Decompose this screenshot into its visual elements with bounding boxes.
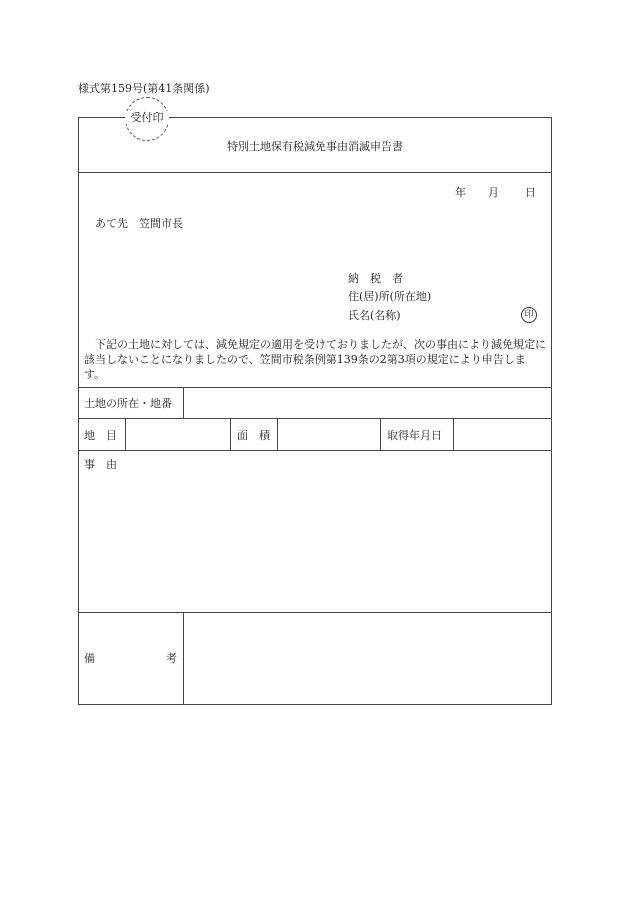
addressee: あて先 笠間市長 (95, 217, 183, 230)
remarks-label-first: 備 (84, 652, 95, 665)
land-area-label: 面 積 (237, 429, 270, 442)
area-left-divider (230, 418, 231, 451)
taxpayer-heading: 納 税 者 (348, 272, 403, 285)
reception-stamp-label: 受付印 (125, 111, 169, 124)
remarks-label-last: 考 (166, 652, 177, 665)
location-row-separator (78, 418, 552, 419)
date-year-label: 年 (455, 186, 466, 199)
acquired-right-divider (453, 418, 454, 451)
date-day-label: 日 (525, 186, 536, 199)
title-separator (78, 172, 552, 173)
land-location-label: 土地の所在・地番 (84, 397, 172, 410)
date-month-label: 月 (488, 186, 499, 199)
area-right-divider (277, 418, 278, 451)
land-category-label: 地 目 (84, 429, 117, 442)
location-divider (183, 387, 184, 419)
frame-left-border (78, 117, 79, 705)
acquisition-date-label: 取得年月日 (387, 429, 442, 442)
acquired-left-divider (380, 418, 381, 451)
address-label: 住(居)所(所在地) (348, 290, 432, 303)
category-divider (125, 418, 126, 451)
seal-mark-icon: 印 (521, 307, 537, 323)
reason-label: 事 由 (84, 458, 117, 471)
form-code: 様式第159号(第41条関係) (78, 82, 210, 95)
remarks-divider (183, 612, 184, 705)
category-row-separator (78, 450, 552, 451)
frame-bottom-border (78, 704, 552, 705)
form-title: 特別土地保有税減免事由消滅申告書 (227, 140, 403, 153)
name-label: 氏名(名称) (348, 309, 401, 322)
reason-row-separator (78, 612, 552, 613)
frame-right-border (551, 117, 552, 705)
declaration-text: 下記の土地に対しては、減免規定の適用を受けておりましたが、次の事由により減免規定に該当しないことになりましたので、笠間市税条例第139条の2第3項の規定により申告します。 (84, 338, 546, 381)
declaration-separator (78, 387, 552, 388)
